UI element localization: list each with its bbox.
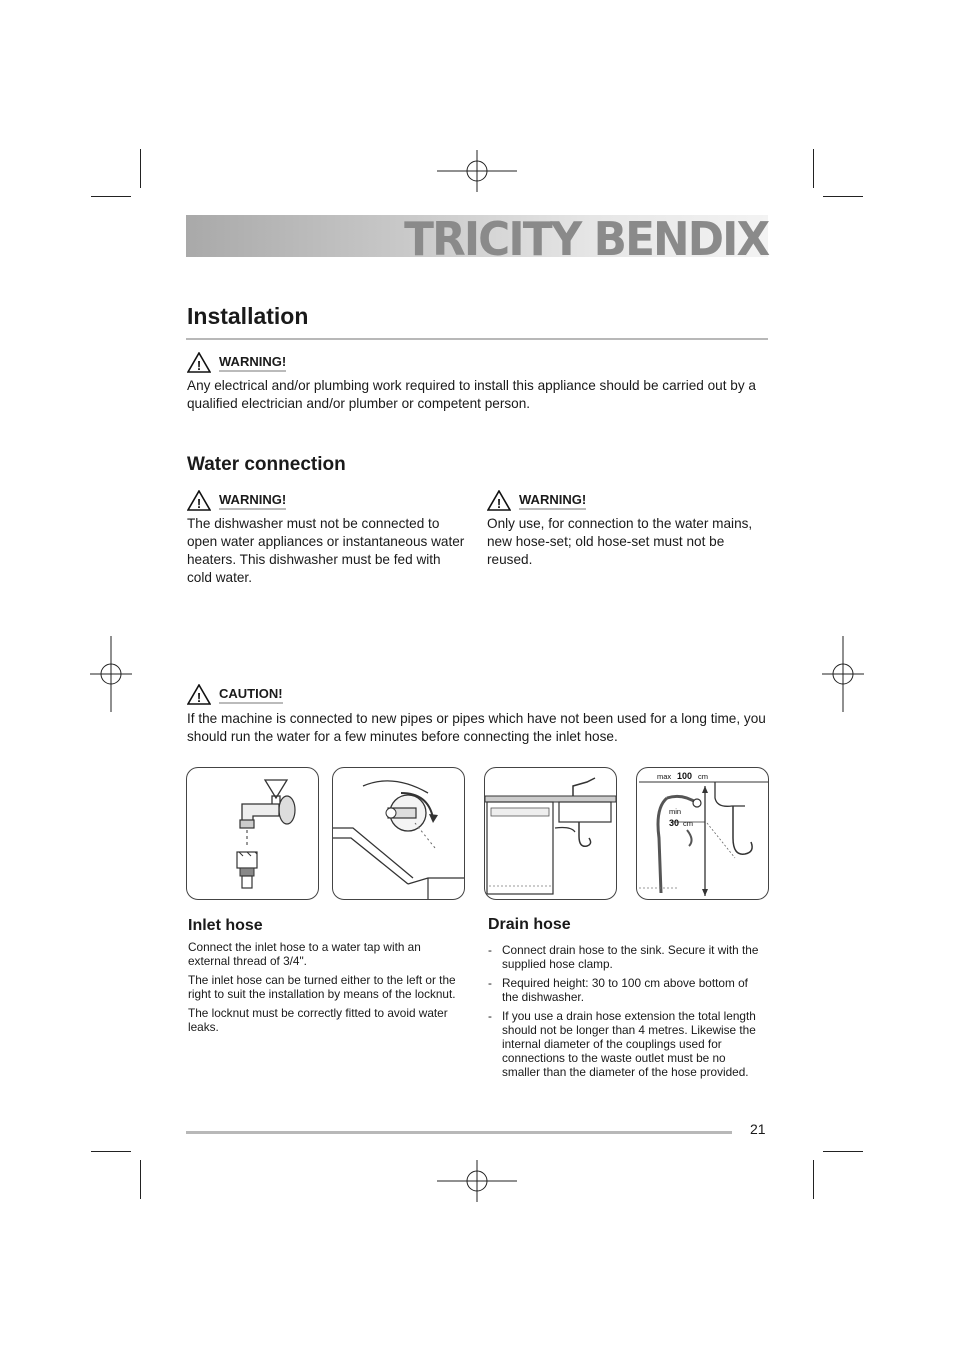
crop-mark — [91, 196, 131, 197]
brand-logo: TRICITY BENDIX — [403, 212, 768, 266]
water-warning-left — [187, 490, 286, 511]
crop-mark — [813, 149, 814, 188]
drain-hose-list — [488, 943, 763, 1084]
brand-header — [186, 212, 768, 266]
list-item: - Required height: 30 to 100 cm above bottom of the dishwasher. — [488, 976, 763, 1004]
figure-drain-height — [636, 767, 769, 900]
svg-text:!: ! — [496, 496, 502, 511]
warning-icon — [187, 684, 211, 705]
registration-mark-icon — [437, 150, 517, 192]
list-item: - Connect drain hose to the sink. Secure it with the supplied hose clamp. — [488, 943, 763, 971]
water-warning-left-text: The dishwasher must not be connected to open water appliances or instantaneous water heaters. This dishwasher must be fed with cold water. — [187, 516, 465, 585]
max-height-value: 100 — [677, 771, 693, 781]
footer-divider — [186, 1131, 732, 1134]
min-height-value: 30 — [669, 818, 680, 828]
section-title-drain-hose: Drain hose — [488, 916, 571, 933]
max-height-prefix: max — [657, 772, 672, 781]
crop-mark — [91, 1151, 131, 1152]
warning-label: WARNING! — [219, 354, 286, 372]
figure-tap-connection — [186, 767, 319, 900]
section-title-inlet-hose: Inlet hose — [188, 917, 263, 934]
list-item: - If you use a drain hose extension the total length should not be longer than 4 metres. Likewise the internal diameter of the couplings used for connections to the waste outlet must be no smaller than the diameter of the hose provided. — [488, 1009, 763, 1079]
installation-warning-text: Any electrical and/or plumbing work required to install this appliance should be carried out by a qualified electrician and/or plumber or competent person. — [187, 378, 756, 411]
crop-mark — [823, 196, 863, 197]
figure-hose-locknut — [332, 767, 465, 900]
inlet-hose-text — [188, 940, 466, 1039]
max-height-unit: cm — [698, 772, 708, 781]
locknut-illustration — [333, 768, 464, 899]
inlet-hose-paragraph: The inlet hose can be turned either to the left or the right to suit the installation by means of the locknut. — [188, 973, 456, 1001]
crop-mark — [140, 1160, 141, 1199]
page-title: Installation — [187, 303, 309, 329]
svg-text:!: ! — [196, 358, 202, 373]
registration-mark-icon — [90, 636, 132, 712]
warning-icon — [187, 490, 211, 511]
caution-label: CAUTION! — [219, 686, 283, 704]
crop-mark — [140, 149, 141, 188]
crop-mark — [823, 1151, 863, 1152]
page-number: 21 — [750, 1121, 766, 1137]
warning-icon — [487, 490, 511, 511]
min-height-unit: cm — [683, 819, 693, 828]
title-divider — [186, 338, 768, 340]
warning-label: WARNING! — [219, 492, 286, 510]
crop-mark — [813, 1160, 814, 1199]
registration-mark-icon — [437, 1160, 517, 1202]
caution-text: If the machine is connected to new pipes or pipes which have not been used for a long time, you should run the water for a few minutes before connecting the inlet hose. — [187, 711, 766, 744]
inlet-hose-paragraph: The locknut must be correctly fitted to avoid water leaks. — [188, 1006, 448, 1034]
installation-warning — [187, 352, 286, 373]
tap-illustration — [187, 768, 318, 899]
water-warning-right — [487, 490, 586, 511]
water-warning-right-text: Only use, for connection to the water mains, new hose-set; old hose-set must not be reused. — [487, 516, 753, 567]
section-title-water-connection: Water connection — [187, 454, 346, 475]
min-height-prefix: min — [669, 807, 682, 816]
caution-notice — [187, 684, 283, 705]
figure-dishwasher-sink — [484, 767, 617, 900]
registration-mark-icon — [822, 636, 864, 712]
inlet-hose-paragraph: Connect the inlet hose to a water tap with an external thread of 3/4". — [188, 940, 421, 968]
drain-height-illustration — [637, 768, 768, 899]
svg-text:!: ! — [196, 690, 202, 705]
svg-text:!: ! — [196, 496, 202, 511]
warning-label: WARNING! — [519, 492, 586, 510]
dishwasher-sink-illustration — [485, 768, 616, 899]
warning-icon — [187, 352, 211, 373]
